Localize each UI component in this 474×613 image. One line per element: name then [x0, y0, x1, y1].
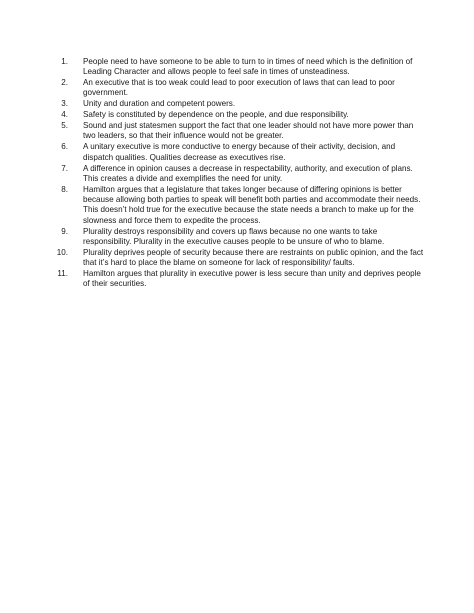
- list-item-number: 4.: [61, 110, 68, 120]
- list-item-text: Plurality destroys responsibility and covers up flaws because no one wants to take responsibility. Plurality in the executive causes people to be unsure of who to blame.: [83, 226, 385, 246]
- list-item-number: 7.: [61, 163, 68, 173]
- list-item-text: Hamilton argues that plurality in executive power is less secure than unity and deprives people of their securities.: [83, 268, 421, 289]
- list-item-text: A difference in opinion causes a decrease in respectability, authority, and execution of plans. This creates a divide and exemplifies the need for unity.: [83, 163, 413, 183]
- list-item: [60, 57, 425, 78]
- list-item: [60, 99, 425, 109]
- list-item-number: 10.: [56, 247, 68, 257]
- list-item: [60, 110, 425, 120]
- list-item: [56, 247, 425, 269]
- list-item-text: Hamilton argues that a legislature that takes longer because of differing opinions is better because allowing both parties to speak will benefit both parties and accommodate their needs. This doesn’t hold true for the executive because the state needs a branch to make up for the slowness and force them to expedite the process.: [83, 184, 421, 225]
- list-item-number: 9.: [61, 226, 68, 236]
- list-item-number: 8.: [61, 184, 68, 194]
- list-item: [60, 142, 425, 163]
- list-item-number: 1.: [61, 57, 68, 66]
- list-item-text: Safety is constituted by dependence on the people, and due responsibility.: [83, 110, 349, 120]
- list-item-text: A unitary executive is more conductive to energy because of their activity, decision, and dispatch qualities. Qualities decrease as executives rise.: [83, 142, 396, 162]
- list-item: [57, 268, 425, 290]
- list-item-number: 6.: [61, 142, 68, 152]
- list-item-text: Plurality deprives people of security because there are restraints on public opinion, and the fact that it’s hard to place the blame on someone for lack of responsibility/ faults.: [83, 247, 424, 267]
- list-item-number: 5.: [61, 121, 68, 131]
- list-item: [60, 78, 425, 99]
- list-item-number: 11.: [57, 268, 68, 278]
- list-item-number: 3.: [61, 99, 68, 109]
- list-item: [60, 164, 425, 185]
- list-item: [60, 227, 425, 248]
- list-item: [60, 121, 425, 142]
- list-item-text: Unity and duration and competent powers.: [83, 99, 236, 109]
- list-item-text: People need to have someone to be able to turn to in times of need which is the definition of Leading Character and allows people to feel safe in times of unsteadiness.: [83, 57, 413, 77]
- list-item-text: Sound and just statesmen support the fact that one leader should not have more power than two leaders, so that their influence would not be greater.: [83, 121, 414, 141]
- list-item: [60, 185, 425, 226]
- list-item-number: 2.: [61, 78, 68, 88]
- list-item-text: An executive that is too weak could lead to poor execution of laws that can lead to poor government.: [83, 78, 395, 98]
- numbered-list: [56, 57, 425, 290]
